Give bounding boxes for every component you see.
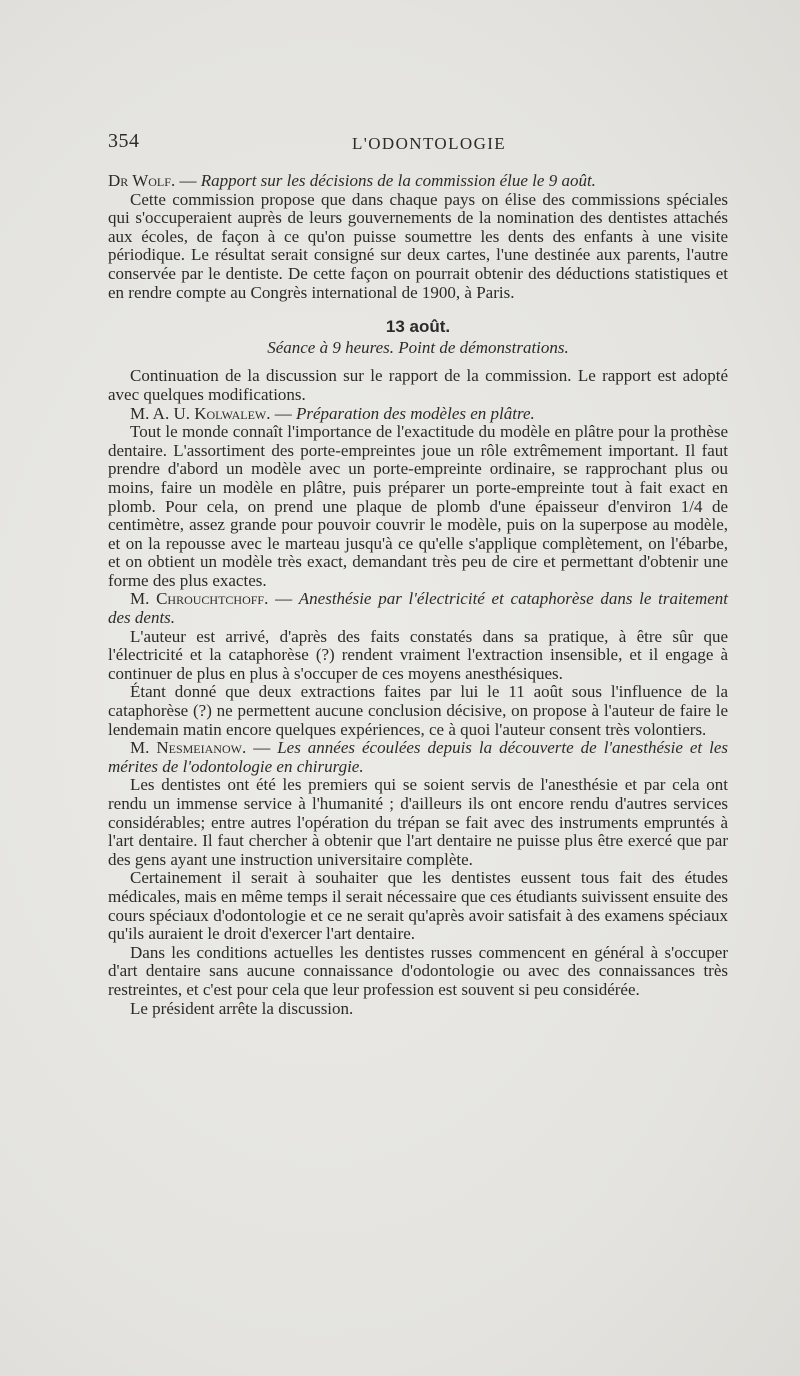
author-name: M. A. U. Kolwalew. <box>130 403 271 423</box>
report-title: Les années écoulées depuis la découverte de l'anesthésie et les mérites de l'odontologie en chirurgie. <box>108 738 729 776</box>
author-name: M. Nesmeianow. <box>130 738 247 758</box>
paragraph: Les dentistes ont été les premiers qui se soient servis de l'anesthésie et par cela ont rendu un immense service à l'humanité ; d'ailleurs ils ont encore rendu d'autres services considérables; entre autres l'opération du trépan se fait avec des instruments empruntés à l'art dentaire. Il faut chercher à obtenir que l'art dentaire ne puisse plus être exercé que par des gens ayant une instruction universitaire complète. <box>108 775 728 869</box>
body-text <box>108 172 728 1018</box>
paragraph: Certainement il serait à souhaiter que les dentistes eussent tous fait des études médicales, mais en même temps il serait nécessaire que ces étudiants suivissent ensuite des cours spéciaux d'odontologie et ce ne serait qu'après avoir satisfait à des examens spéciaux qu'ils auraient le droit d'exercer l'art dentaire. <box>108 868 728 944</box>
paragraph: Tout le monde connaît l'importance de l'exactitude du modèle en plâtre pour la prothèse dentaire. L'assortiment des porte-empreintes joue un rôle extrêmement important. Il faut prendre d'abord un modèle avec un porte-empreinte ordinaire, se rapprochant plus ou moins, faire un modèle en plâtre, puis préparer un porte-empreinte tout à fait exact en plomb. Pour cela, on prend une plaque de plomb d'une épaisseur d'environ 1/4 de centimètre, assez grande pour pouvoir couvrir le modèle, puis on la superpose au modèle, et on la repousse avec le marteau jusqu'à ce qu'elle s'applique complètement, on l'ébarbe, et on obtient un modèle très exact, demandant très peu de cire et permettant d'obtenir une forme des plus exactes. <box>108 422 728 590</box>
date-heading: 13 août. <box>385 317 451 337</box>
dash: — <box>175 171 201 190</box>
paragraph: Étant donné que deux extractions faites par lui le 11 août sous l'influence de la cataphorèse (?) ne permettent aucune conclusion décisive, on propose à l'auteur de faire le lendemain matin encore quelques expériences, ce à quoi l'auteur consent très volontiers. <box>108 682 728 739</box>
dash: — <box>270 403 297 423</box>
dash: — <box>268 589 299 609</box>
report-title: Préparation des modèles en plâtre. <box>296 403 535 423</box>
paragraph-nesmeianow-heading <box>108 739 728 776</box>
report-title: Rapport sur les décisions de la commission élue le 9 août. <box>200 171 596 190</box>
session-heading: Séance à 9 heures. Point de démonstrations. <box>267 337 569 357</box>
paragraph: Cette commission propose que dans chaque pays on élise des commissions spéciales qui s'occuperaient auprès de leurs gouvernements de la nomination des dentistes attachés aux écoles, de façon à ce qu'on puisse soumettre les dents des enfants à une visite périodique. Le résultat serait consigné sur deux cartes, l'une destinée aux parents, l'autre conservée par le dentiste. De cette façon on pourrait obtenir des déductions statistiques et en rendre compte au Congrès international de 1900, à Paris. <box>108 189 728 302</box>
dash: — <box>246 738 278 758</box>
paragraph-wolf-heading <box>108 172 728 191</box>
paragraph-chrouchtchoff-heading <box>108 590 728 627</box>
page-number: 354 <box>108 130 140 152</box>
paragraph: Continuation de la discussion sur le rapport de la commission. Le rapport est adopté avec quelques modifications. <box>108 366 728 404</box>
paragraph: Dans les conditions actuelles les dentistes russes commencent en général à s'occuper d'art dentaire sans aucune connaissance d'odontologie ou avec des connaissances très restreintes, et c'est pour cela que leur profession est souvent si peu considérée. <box>108 942 728 999</box>
paragraph: L'auteur est arrivé, d'après des faits constatés dans sa pratique, à être sûr que l'électricité et la cataphorèse (?) rendent vraiment l'extraction insensible, et il engage à continuer de plus en plus à s'occuper de ces moyens anesthésiques. <box>108 626 728 683</box>
author-name: Dr Wolf. <box>108 171 176 190</box>
author-name: M. Chrouchtchoff. <box>130 589 269 609</box>
page-header <box>108 130 728 160</box>
running-head: L'ODONTOLOGIE <box>352 134 507 153</box>
paragraph-kolwalew-heading <box>108 405 728 424</box>
report-title: Anesthésie par l'électricité et cataphorèse dans le traitement des dents. <box>108 589 728 628</box>
paragraph: Le président arrête la discussion. <box>130 998 354 1018</box>
